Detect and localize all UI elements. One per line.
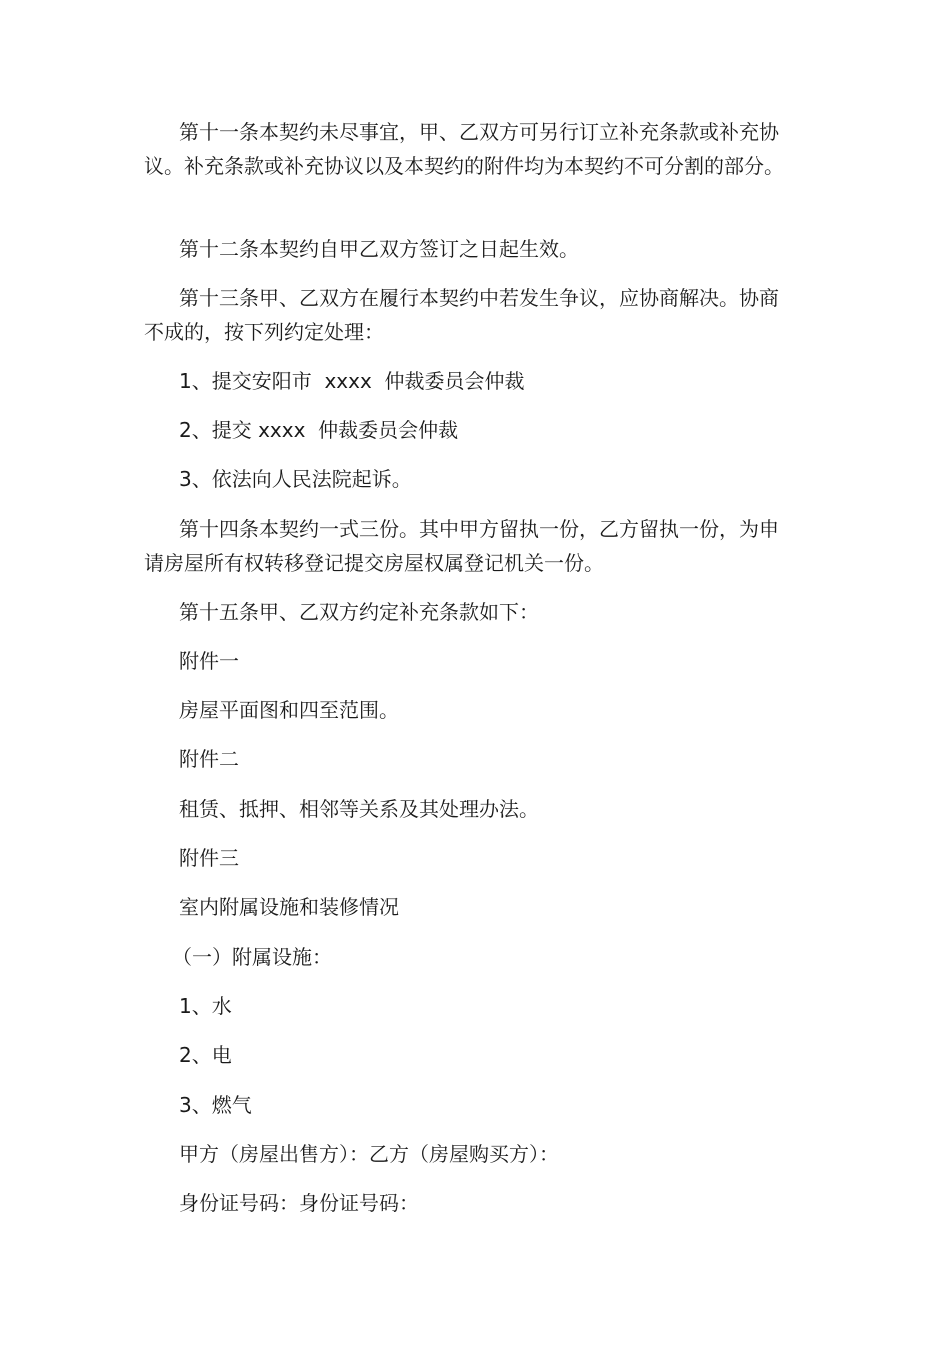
facility-water: 1、水: [179, 994, 232, 1018]
clause-13: 第十三条甲、乙双方在履行本契约中若发生争议，应协商解决。协商不成的，按下列约定处理：: [144, 286, 779, 344]
attachment-2-content: 租赁、抵押、相邻等关系及其处理办法。: [179, 797, 539, 821]
attachment-2-title: 附件二: [179, 747, 239, 771]
dispute-option-1: 1、提交安阳市 xxxx 仲裁委员会仲裁: [179, 369, 525, 393]
dispute-option-2: 2、提交 xxxx 仲裁委员会仲裁: [179, 418, 459, 442]
clause-12: 第十二条本契约自甲乙双方签订之日起生效。: [179, 237, 579, 261]
facility-gas: 3、燃气: [179, 1093, 252, 1117]
attachment-1-title: 附件一: [179, 649, 239, 673]
clause-11: 第十一条本契约未尽事宜，甲、乙双方可另行订立补充条款或补充协议。补充条款或补充协议以及本契约的附件均为本契约不可分割的部分。: [144, 120, 784, 178]
attachment-3-content: 室内附属设施和装修情况: [179, 895, 399, 919]
party-signatures: 甲方（房屋出售方）：乙方（房屋购买方）：: [179, 1142, 559, 1166]
id-numbers: 身份证号码：身份证号码：: [179, 1191, 419, 1215]
clause-15: 第十五条甲、乙双方约定补充条款如下：: [179, 600, 539, 624]
attachment-1-content: 房屋平面图和四至范围。: [179, 698, 399, 722]
dispute-option-3: 3、依法向人民法院起诉。: [179, 467, 412, 491]
clause-14: 第十四条本契约一式三份。其中甲方留执一份，乙方留执一份，为申请房屋所有权转移登记提交房屋权属登记机关一份。: [144, 517, 779, 575]
attachment-3-title: 附件三: [179, 846, 239, 870]
facility-electricity: 2、电: [179, 1043, 232, 1067]
facilities-heading: （一）附属设施：: [172, 945, 332, 969]
